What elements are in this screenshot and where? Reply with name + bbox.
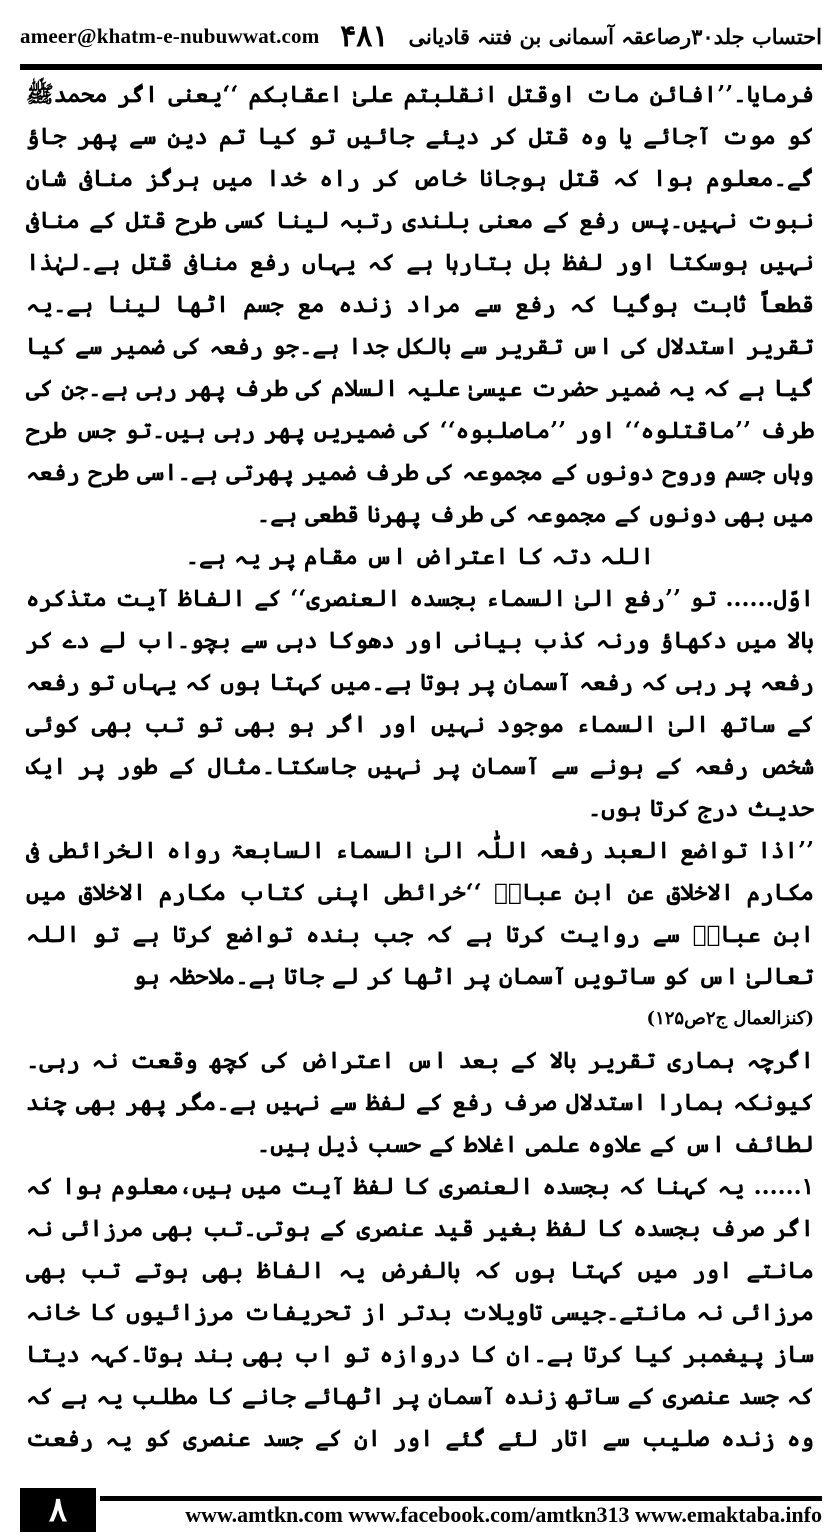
paragraph-4: ’’اذا تواضع العبد رفعہ اللّٰہ الیٰ السماء السابعۃ رواہ الخرائطی فی مکارم الاخلاق عن ابن عباسؓ ‘‘خرائطی اپنی کتاب مکارم الاخلاق میں ابن عباسؓ سے روایت کرتا ہے کہ جب بندہ تواضع کرتا ہے تو اللہ تعالیٰ اس کو ساتویں آسمان پر اٹھا کر لے جاتا ہے۔ملاحظہ ہو: [26, 837, 814, 990]
page-body: [26, 74, 814, 1454]
page-footer: [20, 1488, 822, 1532]
footer-page-number: ۸: [20, 1488, 96, 1532]
footer-rule: [100, 1496, 822, 1501]
reference-citation: (کنزالعمال ج۲ص۱۲۵): [646, 1008, 814, 1029]
paragraph-5: اگرچہ ہماری تقریر بالا کے بعد اس اعتراض کی کچھ وقعت نہ رہی۔کیونکہ ہمارا استدلال صرف رفع کے لفظ سے نہیں ہے۔مگر پھر بھی چند لطائف اس کے علاوہ علمی اغلاط کے حسب ذیل ہیں۔: [26, 1047, 814, 1158]
paragraph-2: اللہ دتہ کا اعتراض اس مقام پر یہ ہے۔: [185, 543, 654, 570]
paragraph-1: فرمایا۔’’افائن مات اوقتل انقلبتم علیٰ اعقابکم ‘‘یعنی اگر محمدﷺ کو موت آجائے یا وہ قتل کر دیئے جائیں تو کیا تم دین سے پھر جاؤ گے۔معلوم ہوا کہ قتل ہوجانا خاص کر راہ خدا میں ہرگز منافی شان نبوت نہیں۔پس رفع کے معنی بلندی رتبہ لینا کسی طرح قتل کے منافی نہیں ہوسکتا اور لفظ بل بتارہا ہے کہ یہاں رفع منافی قتل ہے۔لہٰذا قطعاً ثابت ہوگیا کہ رفع سے مراد زندہ مع جسم اٹھا لینا ہے۔یہ تقریر استدلال کی اس تقریر سے بالکل جدا ہے۔جو رفعہ کی ضمیر سے کیا گیا ہے کہ یہ ضمیر حضرت عیسیٰ علیہ السلام کی طرف پھر رہی ہے۔جن کی طرف ’’ماقتلوہ‘‘ اور ’’ماصلبوہ‘‘ کی ضمیریں پھر رہی ہیں۔تو جس طرح وہاں جسم وروح دونوں کے مجموعہ کی طرف ضمیر پھرتی ہے۔اسی طرح رفعہ میں بھی دونوں کے مجموعہ کی طرف پھرنا قطعی ہے۔: [26, 81, 814, 528]
footer-links: www.amtkn.com www.facebook.com/amtkn313 www.emaktaba.info: [185, 1502, 822, 1527]
paragraph-6: ۱...... یہ کہنا کہ بجسدہ العنصری کا لفظ آیت میں ہیں،معلوم ہوا کہ اگر صرف بجسدہ کا لفظ بغیر قید عنصری کے ہوتی۔تب بھی مرزائی نہ مانتے اور میں کہتا ہوں کہ بالفرض یہ الفاظ بھی ہوتے تب بھی مرزائی نہ مانتے۔جیسی تاویلات بدتر از تحریفات مرزائیوں کا خانہ ساز پیغمبر کیا کرتا ہے۔ان کا دروازہ تو اب بھی بند ہوتا۔کہہ دیتا کہ جسد عنصری کے ساتھ زندہ آسمان پر اٹھائے جانے کا مطلب یہ ہے کہ وہ زندہ صلیب سے اتار لئے گئے اور ان کے جسد عنصری کو یہ رفعت: [26, 1173, 814, 1452]
header-right: [340, 19, 822, 54]
header-email: ameer@khatm-e-nubuwwat.com: [20, 23, 320, 48]
header-title: احتساب جلد۳۰رصاعقہ آسمانی بن فتنہ قادیانی: [408, 23, 822, 49]
header-page-number: ۴۸۱: [340, 18, 389, 54]
page-header: [20, 10, 822, 62]
header-rule: [20, 64, 822, 70]
paragraph-3: اوّل...... تو ’’رفع الیٰ السماء بجسدہ العنصری‘‘ کے الفاظ آیت متذکرہ بالا میں دکھاؤ ورنہ کذب بیانی اور دھوکا دہی سے بچو۔اب لے دے کر رفعہ پر رہی کہ رفعہ آسمان پر ہوتا ہے۔میں کہتا ہوں کہ یہاں تو رفعہ کے ساتھ الیٰ السماء موجود نہیں اور اگر ہو بھی تو تب بھی کوئی شخص رفعہ کے ہونے سے آسمان پر نہیں جاسکتا۔مثال کے طور پر ایک حدیث درج کرتا ہوں۔: [26, 585, 814, 822]
